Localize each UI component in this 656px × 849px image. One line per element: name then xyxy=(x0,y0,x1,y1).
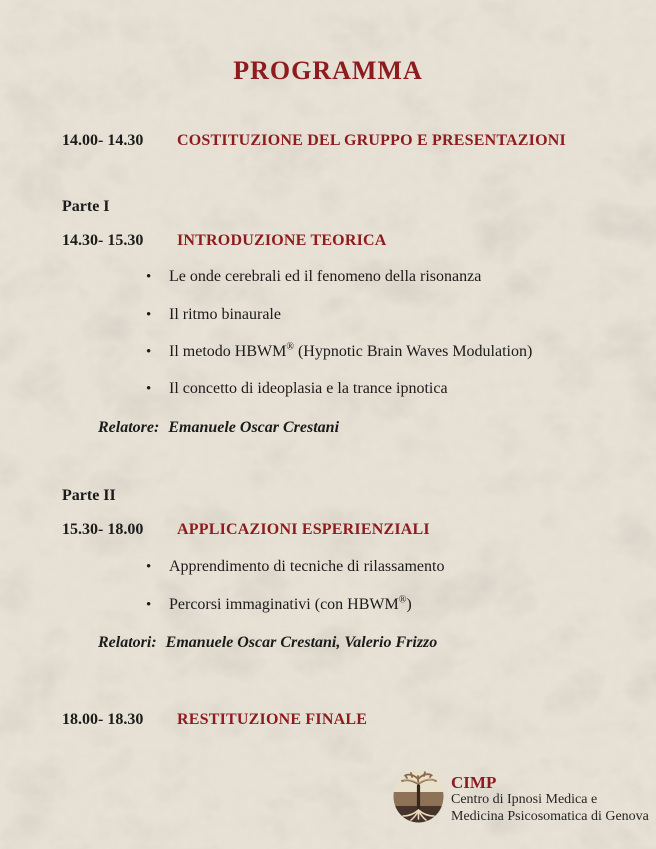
bullet-text-post: ) xyxy=(406,596,412,613)
time-range: 15.30- 18.00 xyxy=(62,521,144,538)
bullet-text: Il ritmo binaurale xyxy=(169,306,281,323)
registered-mark: ® xyxy=(286,341,294,353)
speaker-label: Relatori: xyxy=(98,634,157,651)
bullet-text-pre: Il metodo HBWM xyxy=(169,343,287,360)
footer-brand xyxy=(393,770,649,825)
bullet-item xyxy=(146,556,640,578)
page-title: PROGRAMMA xyxy=(233,56,423,85)
cimp-tree-logo-icon xyxy=(393,770,444,823)
part1-label: Parte I xyxy=(62,198,110,215)
speaker-row-part1 xyxy=(98,417,640,439)
bullet-icon: • xyxy=(146,559,152,575)
time-range: 14.00- 14.30 xyxy=(62,132,144,149)
bullet-item xyxy=(146,378,640,400)
org-acronym: CIMP xyxy=(451,773,497,792)
time-range: 14.30- 15.30 xyxy=(62,232,144,249)
bullet-text: Le onde cerebrali ed il fenomeno della risonanza xyxy=(169,268,482,285)
org-name-line2: Medicina Psicosomatica di Genova xyxy=(451,808,649,824)
bullet-icon: • xyxy=(146,597,152,613)
bullet-item xyxy=(146,341,640,363)
bullet-text: Apprendimento di tecniche di rilassamento xyxy=(169,558,445,575)
time-range: 18.00- 18.30 xyxy=(62,711,144,728)
registered-mark: ® xyxy=(398,594,407,606)
bullet-item xyxy=(146,304,640,326)
schedule-row-final xyxy=(62,710,640,730)
bullet-icon: • xyxy=(146,344,152,360)
schedule-row-part2 xyxy=(62,520,640,540)
speaker-row-part2 xyxy=(98,632,640,654)
bullet-text-pre: Percorsi immaginativi (con HBWM xyxy=(169,596,399,613)
bullet-text xyxy=(169,343,532,360)
schedule-row-part1 xyxy=(62,231,640,251)
brand-text xyxy=(451,770,649,825)
bullet-item xyxy=(146,266,640,288)
session-title: RESTITUZIONE FINALE xyxy=(177,711,368,728)
schedule-row-opening xyxy=(62,131,640,151)
bullet-icon: • xyxy=(146,269,152,285)
speaker-names: Emanuele Oscar Crestani, Valerio Frizzo xyxy=(165,634,438,651)
bullet-text-post: (Hypnotic Brain Waves Modulation) xyxy=(293,343,533,360)
session-title: INTRODUZIONE TEORICA xyxy=(177,232,387,249)
bullet-text xyxy=(169,596,412,613)
bullet-text: Il concetto di ideoplasia e la trance ipnotica xyxy=(169,380,448,397)
org-name-line1: Centro di Ipnosi Medica e xyxy=(451,792,598,807)
session-title: COSTITUZIONE DEL GRUPPO E PRESENTAZIONI xyxy=(177,132,566,149)
bullet-icon: • xyxy=(146,381,152,397)
bullet-icon: • xyxy=(146,307,152,323)
speaker-names: Emanuele Oscar Crestani xyxy=(168,419,340,436)
bullet-item xyxy=(146,594,640,616)
session-title: APPLICAZIONI ESPERIENZIALI xyxy=(177,521,430,538)
part2-label: Parte II xyxy=(62,487,116,504)
speaker-label: Relatore: xyxy=(98,419,160,436)
